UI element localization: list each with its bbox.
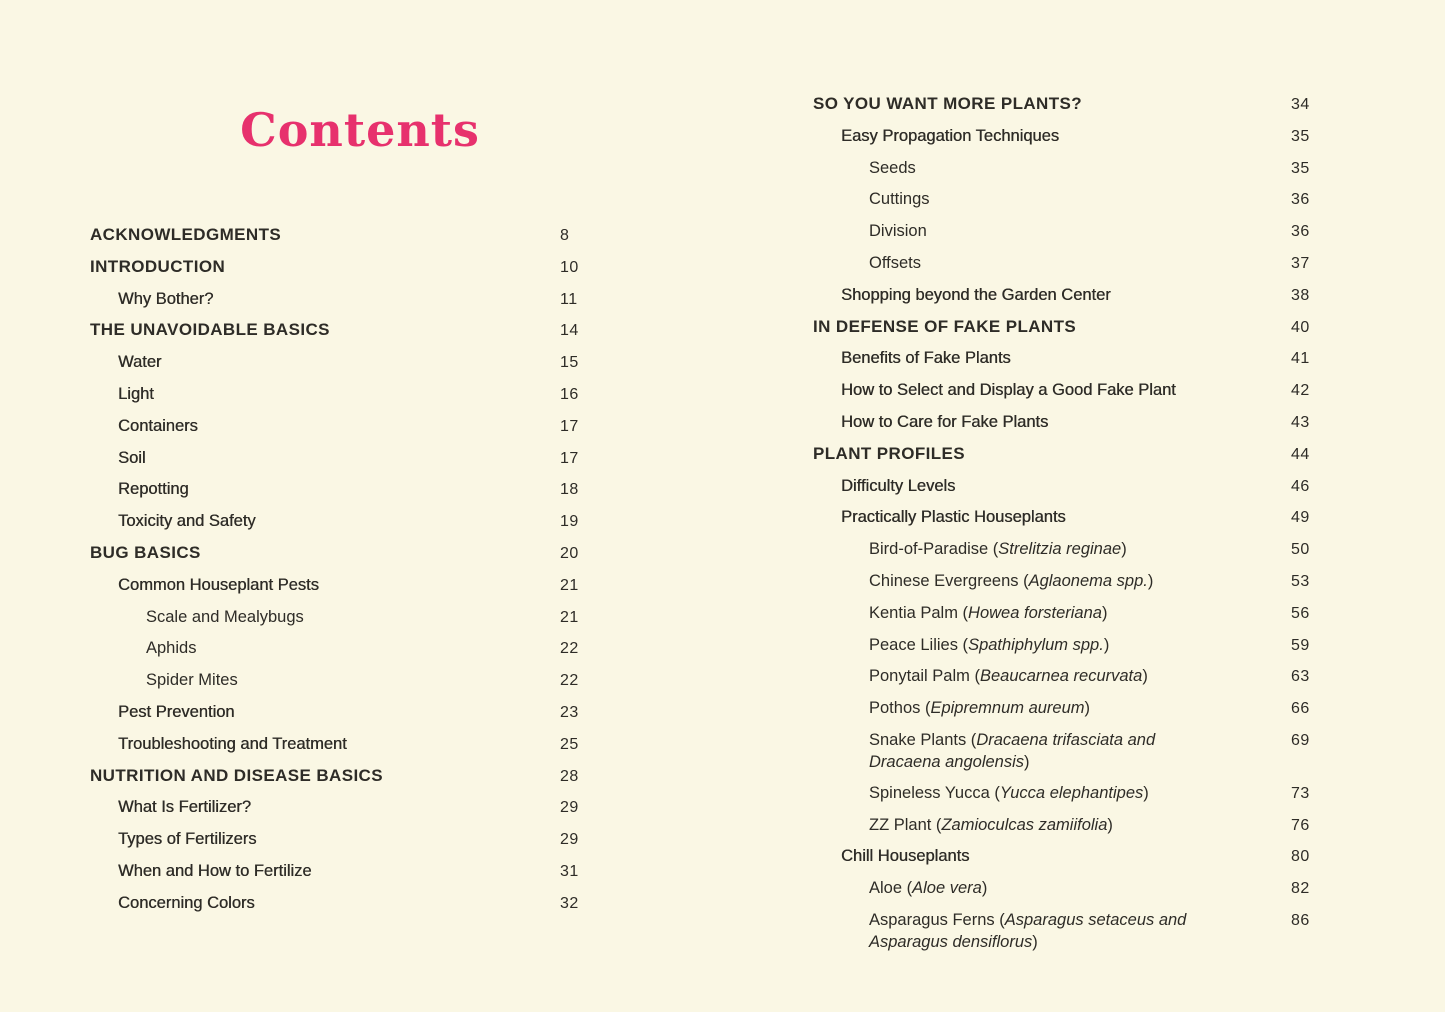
toc-page-number: 10: [560, 258, 579, 276]
toc-page-number: 31: [560, 862, 579, 880]
toc-entry-label: How to Select and Display a Good Fake Plant: [841, 381, 1176, 400]
toc-page-number: 18: [560, 481, 579, 499]
toc-row: [813, 347, 1333, 379]
toc-page-number: 23: [560, 703, 579, 721]
toc-entry-label: Light: [118, 384, 154, 403]
toc-entry-label: SO YOU WANT MORE PLANTS?: [813, 94, 1083, 113]
toc-page-number: 21: [560, 576, 579, 594]
toc-page-number: 17: [560, 417, 579, 435]
toc-entry-label: Common Houseplant Pests: [118, 575, 319, 594]
toc-page-number: 25: [560, 735, 579, 753]
toc-entry-label: How to Care for Fake Plants: [841, 412, 1049, 431]
toc-page-number: 63: [1291, 668, 1310, 686]
toc-row: [90, 765, 602, 797]
toc-entry-label: Water: [118, 353, 162, 372]
toc-row: [813, 570, 1333, 602]
toc-page-number: 69: [1291, 731, 1310, 749]
toc-row: [90, 669, 602, 701]
toc-row: [813, 814, 1333, 846]
toc-entry-label: Spineless Yucca (Yucca elephantipes): [869, 783, 1149, 802]
toc-entry-label: Shopping beyond the Garden Center: [841, 285, 1111, 304]
toc-entry-label: Snake Plants (Dracaena trifasciata and Dracaena angolensis): [869, 730, 1156, 771]
toc-page-number: 32: [560, 894, 579, 912]
toc-page-number: 80: [1291, 848, 1310, 866]
toc-row: [90, 288, 602, 320]
toc-row: [90, 892, 602, 924]
toc-page-number: 28: [560, 767, 579, 785]
toc-entry-label: Difficulty Levels: [841, 476, 956, 495]
toc-page-number: 41: [1291, 350, 1310, 368]
toc-row: [90, 542, 602, 574]
toc-entry-label: Practically Plastic Houseplants: [841, 508, 1066, 527]
toc-row: [813, 697, 1333, 729]
toc-entry-label: Bird-of-Paradise (Strelitzia reginae): [869, 540, 1127, 559]
toc-row: [90, 510, 602, 542]
toc-row: [813, 475, 1333, 507]
toc-row: [813, 188, 1333, 220]
toc-entry-label: Aloe (Aloe vera): [869, 879, 988, 898]
toc-entry-label: ZZ Plant (Zamioculcas zamiifolia): [869, 815, 1113, 834]
toc-page-number: 36: [1291, 191, 1310, 209]
toc-row: [90, 478, 602, 510]
toc-entry-label: IN DEFENSE OF FAKE PLANTS: [813, 316, 1077, 336]
toc-page-number: 86: [1291, 911, 1310, 929]
toc-row: [90, 796, 602, 828]
toc-entry-label: PLANT PROFILES: [813, 443, 965, 463]
toc-page-number: 14: [560, 322, 579, 340]
toc-row: [813, 125, 1333, 157]
toc-entry-label: Seeds: [869, 158, 916, 177]
toc-page-number: 16: [560, 385, 579, 403]
toc-row: [90, 606, 602, 638]
toc-entry-label: Chinese Evergreens (Aglaonema spp.): [869, 571, 1154, 590]
toc-entry-label: Kentia Palm (Howea forsteriana): [869, 603, 1108, 622]
toc-entry-label: Easy Propagation Techniques: [841, 126, 1060, 145]
toc-page-number: 36: [1291, 223, 1310, 241]
toc-page-number: 46: [1291, 477, 1310, 495]
toc-entry-label: BUG BASICS: [90, 542, 201, 562]
toc-entry-label: ACKNOWLEDGMENTS: [90, 225, 282, 244]
toc-page-number: 34: [1291, 96, 1310, 113]
page-title: Contents: [240, 103, 480, 157]
toc-row: [813, 157, 1333, 189]
toc-entry-label: Cuttings: [869, 190, 930, 209]
toc-column-left: [90, 224, 602, 924]
toc-page-number: 44: [1291, 445, 1310, 463]
toc-entry-label: INTRODUCTION: [90, 256, 226, 276]
toc-entry-label: Chill Houseplants: [841, 847, 970, 866]
toc-entry-label: Repotting: [118, 480, 189, 499]
toc-page-number: 15: [560, 354, 579, 372]
toc-page-number: 20: [560, 544, 579, 562]
toc-row: [813, 93, 1333, 125]
toc-page-number: 73: [1291, 784, 1310, 802]
toc-page-number: 53: [1291, 572, 1310, 590]
toc-row: [813, 252, 1333, 284]
toc-page-number: 40: [1291, 318, 1310, 336]
toc-entry-label: Containers: [118, 416, 198, 435]
toc-row: [813, 506, 1333, 538]
toc-page-number: 42: [1291, 382, 1310, 400]
toc-page-number: 66: [1291, 700, 1310, 718]
toc-entry-label: Aphids: [146, 639, 197, 658]
toc-entry-label: Ponytail Palm (Beaucarnea recurvata): [869, 667, 1148, 686]
toc-row: [813, 729, 1333, 782]
toc-page-number: 43: [1291, 413, 1310, 431]
toc-row: [813, 782, 1333, 814]
toc-row: [813, 845, 1333, 877]
toc-row: [90, 256, 602, 288]
toc-row: [90, 574, 602, 606]
toc-column-right: [813, 93, 1333, 962]
toc-entry-label: Pest Prevention: [118, 702, 235, 721]
toc-page-number: 49: [1291, 509, 1310, 527]
toc-page-number: 59: [1291, 636, 1310, 654]
toc-row: [813, 909, 1333, 962]
toc-page-number: 35: [1291, 127, 1310, 145]
toc-row: [90, 733, 602, 765]
toc-entry-label: THE UNAVOIDABLE BASICS: [90, 320, 330, 340]
toc-entry-label: Types of Fertilizers: [118, 830, 257, 849]
toc-page-number: 17: [560, 449, 579, 467]
toc-page-number: 21: [560, 608, 579, 626]
toc-row: [813, 538, 1333, 570]
toc-entry-label: Pothos (Epipremnum aureum): [869, 699, 1091, 718]
toc-row: [90, 860, 602, 892]
toc-page-number: 35: [1291, 159, 1310, 177]
toc-entry-label: Why Bother?: [118, 289, 214, 308]
toc-row: [90, 447, 602, 479]
toc-row: [90, 224, 602, 256]
toc-entry-label: Benefits of Fake Plants: [841, 349, 1011, 368]
toc-row: [813, 316, 1333, 348]
toc-row: [813, 411, 1333, 443]
toc-row: [813, 634, 1333, 666]
toc-row: [813, 443, 1333, 475]
toc-entry-label: Scale and Mealybugs: [146, 607, 304, 626]
toc-row: [813, 877, 1333, 909]
toc-entry-label: What Is Fertilizer?: [118, 798, 251, 817]
toc-row: [90, 828, 602, 860]
toc-entry-label: Spider Mites: [146, 671, 238, 690]
toc-row: [813, 220, 1333, 252]
toc-row: [90, 351, 602, 383]
toc-entry-label: When and How to Fertilize: [118, 861, 312, 880]
toc-entry-label: NUTRITION AND DISEASE BASICS: [90, 765, 383, 785]
toc-row: [813, 602, 1333, 634]
toc-entry-label: Concerning Colors: [118, 893, 255, 912]
toc-entry-label: Troubleshooting and Treatment: [118, 734, 347, 753]
toc-entry-label: Offsets: [869, 253, 921, 272]
toc-row: [813, 284, 1333, 316]
toc-entry-label: Toxicity and Safety: [118, 512, 256, 531]
toc-page-number: 11: [560, 290, 578, 308]
toc-row: [813, 665, 1333, 697]
toc-row: [90, 637, 602, 669]
toc-entry-label: Division: [869, 222, 927, 241]
toc-page-number: 82: [1291, 880, 1310, 898]
toc-page-number: 22: [560, 672, 579, 690]
toc-row: [90, 701, 602, 733]
toc-page-number: 8: [560, 227, 570, 244]
toc-page-number: 38: [1291, 286, 1310, 304]
toc-entry-label: Peace Lilies (Spathiphylum spp.): [869, 635, 1110, 654]
toc-row: [90, 383, 602, 415]
toc-page-number: 19: [560, 513, 579, 531]
toc-row: [90, 415, 602, 447]
toc-page-number: 76: [1291, 816, 1310, 834]
toc-page-number: 50: [1291, 541, 1310, 559]
toc-page-number: 29: [560, 799, 579, 817]
toc-row: [90, 319, 602, 351]
toc-page-number: 56: [1291, 604, 1310, 622]
toc-row: [813, 379, 1333, 411]
toc-page-number: 37: [1291, 254, 1310, 272]
toc-entry-label: Asparagus Ferns (Asparagus setaceus and Asparagus densiflorus): [869, 910, 1187, 951]
toc-page-number: 29: [560, 831, 579, 849]
toc-entry-label: Soil: [118, 448, 146, 467]
toc-page-number: 22: [560, 640, 579, 658]
